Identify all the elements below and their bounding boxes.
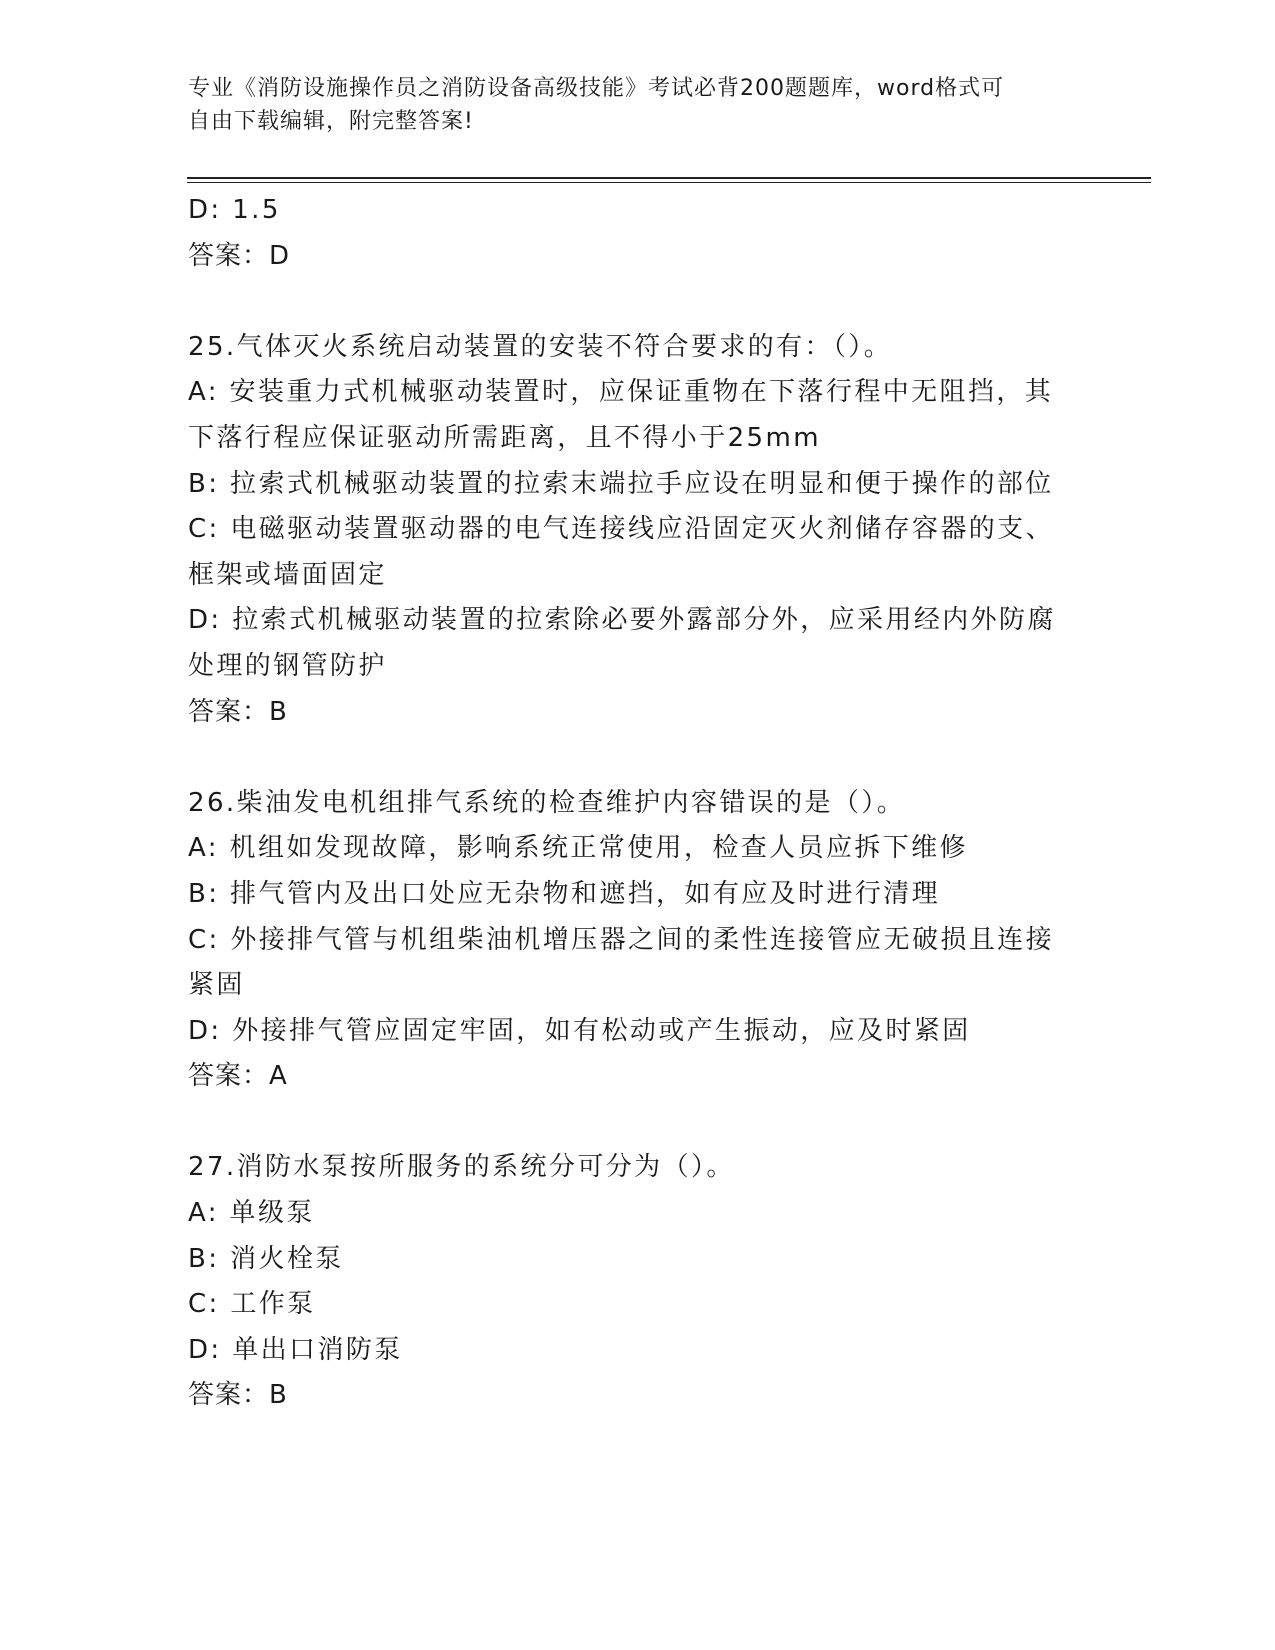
spacer <box>188 735 1088 781</box>
question-26 <box>188 781 1088 1100</box>
option-d: D: 1.5 <box>188 195 281 225</box>
answer-line: 答案：B <box>188 696 288 727</box>
option-b: B: 消火栓泵 <box>188 1243 344 1274</box>
option-b: B: 拉索式机械驱动装置的拉索末端拉手应设在明显和便于操作的部位 <box>188 468 1054 499</box>
option-c: C: 外接排气管与机组柴油机增压器之间的柔性连接管应无破损且连接 <box>188 924 1054 955</box>
option-a-continued: 下落行程应保证驱动所需距离，且不得小于25mm <box>188 422 821 453</box>
option-a: A: 安装重力式机械驱动装置时，应保证重物在下落行程中无阻挡，其 <box>188 377 1054 408</box>
header-divider-thin <box>187 182 1151 183</box>
option-d: D: 拉索式机械驱动装置的拉索除必要外露部分外，应采用经内外防腐 <box>188 605 1056 636</box>
answer-line: 答案：D <box>188 240 291 271</box>
header-line-1: 专业《消防设施操作员之消防设备高级技能》考试必背200题题库，word格式可 <box>188 76 1005 101</box>
question-stem: 27.消防水泵按所服务的系统分可分为（）。 <box>188 1152 735 1183</box>
question-stem: 26.柴油发电机组排气系统的检查维护内容错误的是（）。 <box>188 787 906 818</box>
option-d-continued: 处理的钢管防护 <box>188 650 387 681</box>
option-a: A: 机组如发现故障，影响系统正常使用，检查人员应拆下维修 <box>188 833 968 864</box>
document-header <box>188 72 1088 138</box>
question-stem: 25.气体灭火系统启动装置的安装不符合要求的有：（）。 <box>188 331 893 362</box>
document-body <box>188 188 1088 1419</box>
spacer <box>188 279 1088 325</box>
option-c-continued: 框架或墙面固定 <box>188 559 387 590</box>
option-c-continued: 紧固 <box>188 970 245 1001</box>
option-b: B: 排气管内及出口处应无杂物和遮挡，如有应及时进行清理 <box>188 878 941 909</box>
option-c: C: 电磁驱动装置驱动器的电气连接线应沿固定灭火剂储存容器的支、 <box>188 514 1054 545</box>
header-divider-thick <box>187 177 1151 179</box>
answer-line: 答案：B <box>188 1380 288 1411</box>
option-d: D: 单出口消防泵 <box>188 1334 403 1365</box>
answer-line: 答案：A <box>188 1061 288 1092</box>
header-line-2: 自由下载编辑，附完整答案! <box>188 109 474 134</box>
spacer <box>188 1100 1088 1146</box>
option-c: C: 工作泵 <box>188 1289 316 1320</box>
question-25 <box>188 325 1088 735</box>
option-a: A: 单级泵 <box>188 1198 315 1229</box>
question-27 <box>188 1145 1088 1419</box>
option-d: D: 外接排气管应固定牢固，如有松动或产生振动，应及时紧固 <box>188 1015 971 1046</box>
